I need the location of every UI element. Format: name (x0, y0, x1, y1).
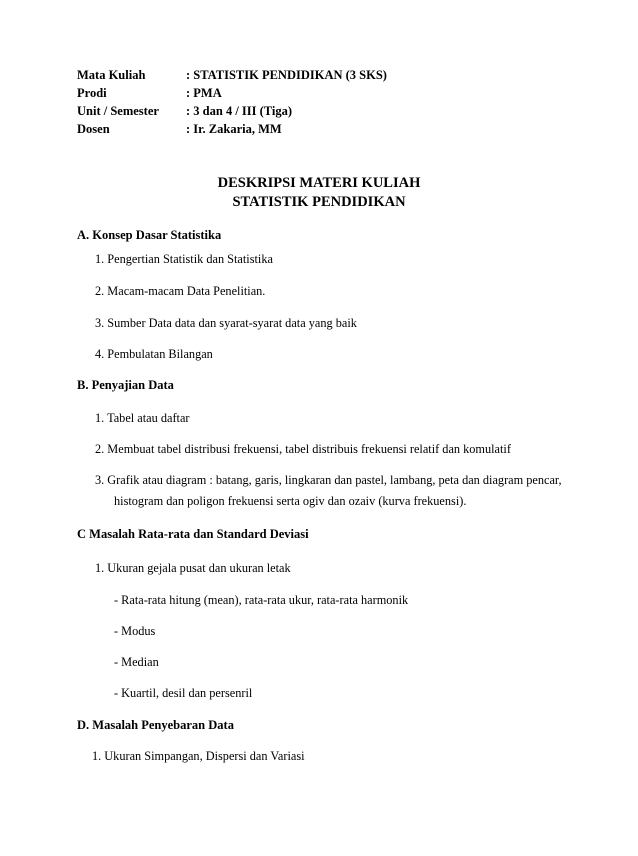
list-item: 1. Ukuran gejala pusat dan ukuran letak (95, 561, 291, 575)
section-b-letter: B (77, 378, 86, 392)
prodi-value: : PMA (186, 86, 222, 100)
list-item: 1. Tabel atau daftar (95, 411, 190, 425)
page-title-line1: DESKRIPSI MATERI KULIAH (217, 175, 421, 191)
section-a-heading: A. Konsep Dasar Statistika (77, 228, 222, 242)
section-d-heading: D. Masalah Penyebaran Data (77, 718, 234, 732)
list-item-continuation: histogram dan poligon frekuensi serta ogiv dan ozaiv (kurva frekuensi). (114, 494, 467, 508)
unit-value: : 3 dan 4 / III (Tiga) (186, 104, 293, 118)
dosen-label: Dosen (77, 122, 110, 136)
sub-list-item: - Kuartil, desil dan persenril (114, 686, 253, 700)
list-item: 1. Pengertian Statistik dan Statistika (95, 252, 273, 266)
list-item: 3. Grafik atau diagram : batang, garis, lingkaran dan pastel, lambang, peta dan diagram pencar, (95, 473, 562, 487)
dosen-value: : Ir. Zakaria, MM (186, 122, 282, 136)
section-c-heading: C Masalah Rata-rata dan Standard Deviasi (77, 527, 309, 541)
section-b-title: . Penyajian Data (85, 378, 174, 392)
list-item: 2. Macam-macam Data Penelitian. (95, 284, 266, 298)
sub-list-item: - Median (114, 655, 159, 669)
course-label: Mata Kuliah (77, 68, 146, 82)
sub-list-item: - Rata-rata hitung (mean), rata-rata ukur, rata-rata harmonik (114, 593, 409, 607)
course-value: : STATISTIK PENDIDIKAN (3 SKS) (186, 68, 387, 82)
sub-list-item: - Modus (114, 624, 156, 638)
list-item: 3. Sumber Data data dan syarat-syarat data yang baik (95, 316, 357, 330)
page-title-line2: STATISTIK PENDIDIKAN (232, 194, 406, 210)
prodi-label: Prodi (77, 86, 107, 100)
unit-label: Unit / Semester (77, 104, 159, 118)
section-b-heading (77, 378, 174, 393)
list-item: 4. Pembulatan Bilangan (95, 347, 213, 361)
list-item: 2. Membuat tabel distribusi frekuensi, tabel distribuis frekuensi relatif dan komulatif (95, 442, 511, 456)
list-item: 1. Ukuran Simpangan, Dispersi dan Variasi (92, 749, 305, 763)
